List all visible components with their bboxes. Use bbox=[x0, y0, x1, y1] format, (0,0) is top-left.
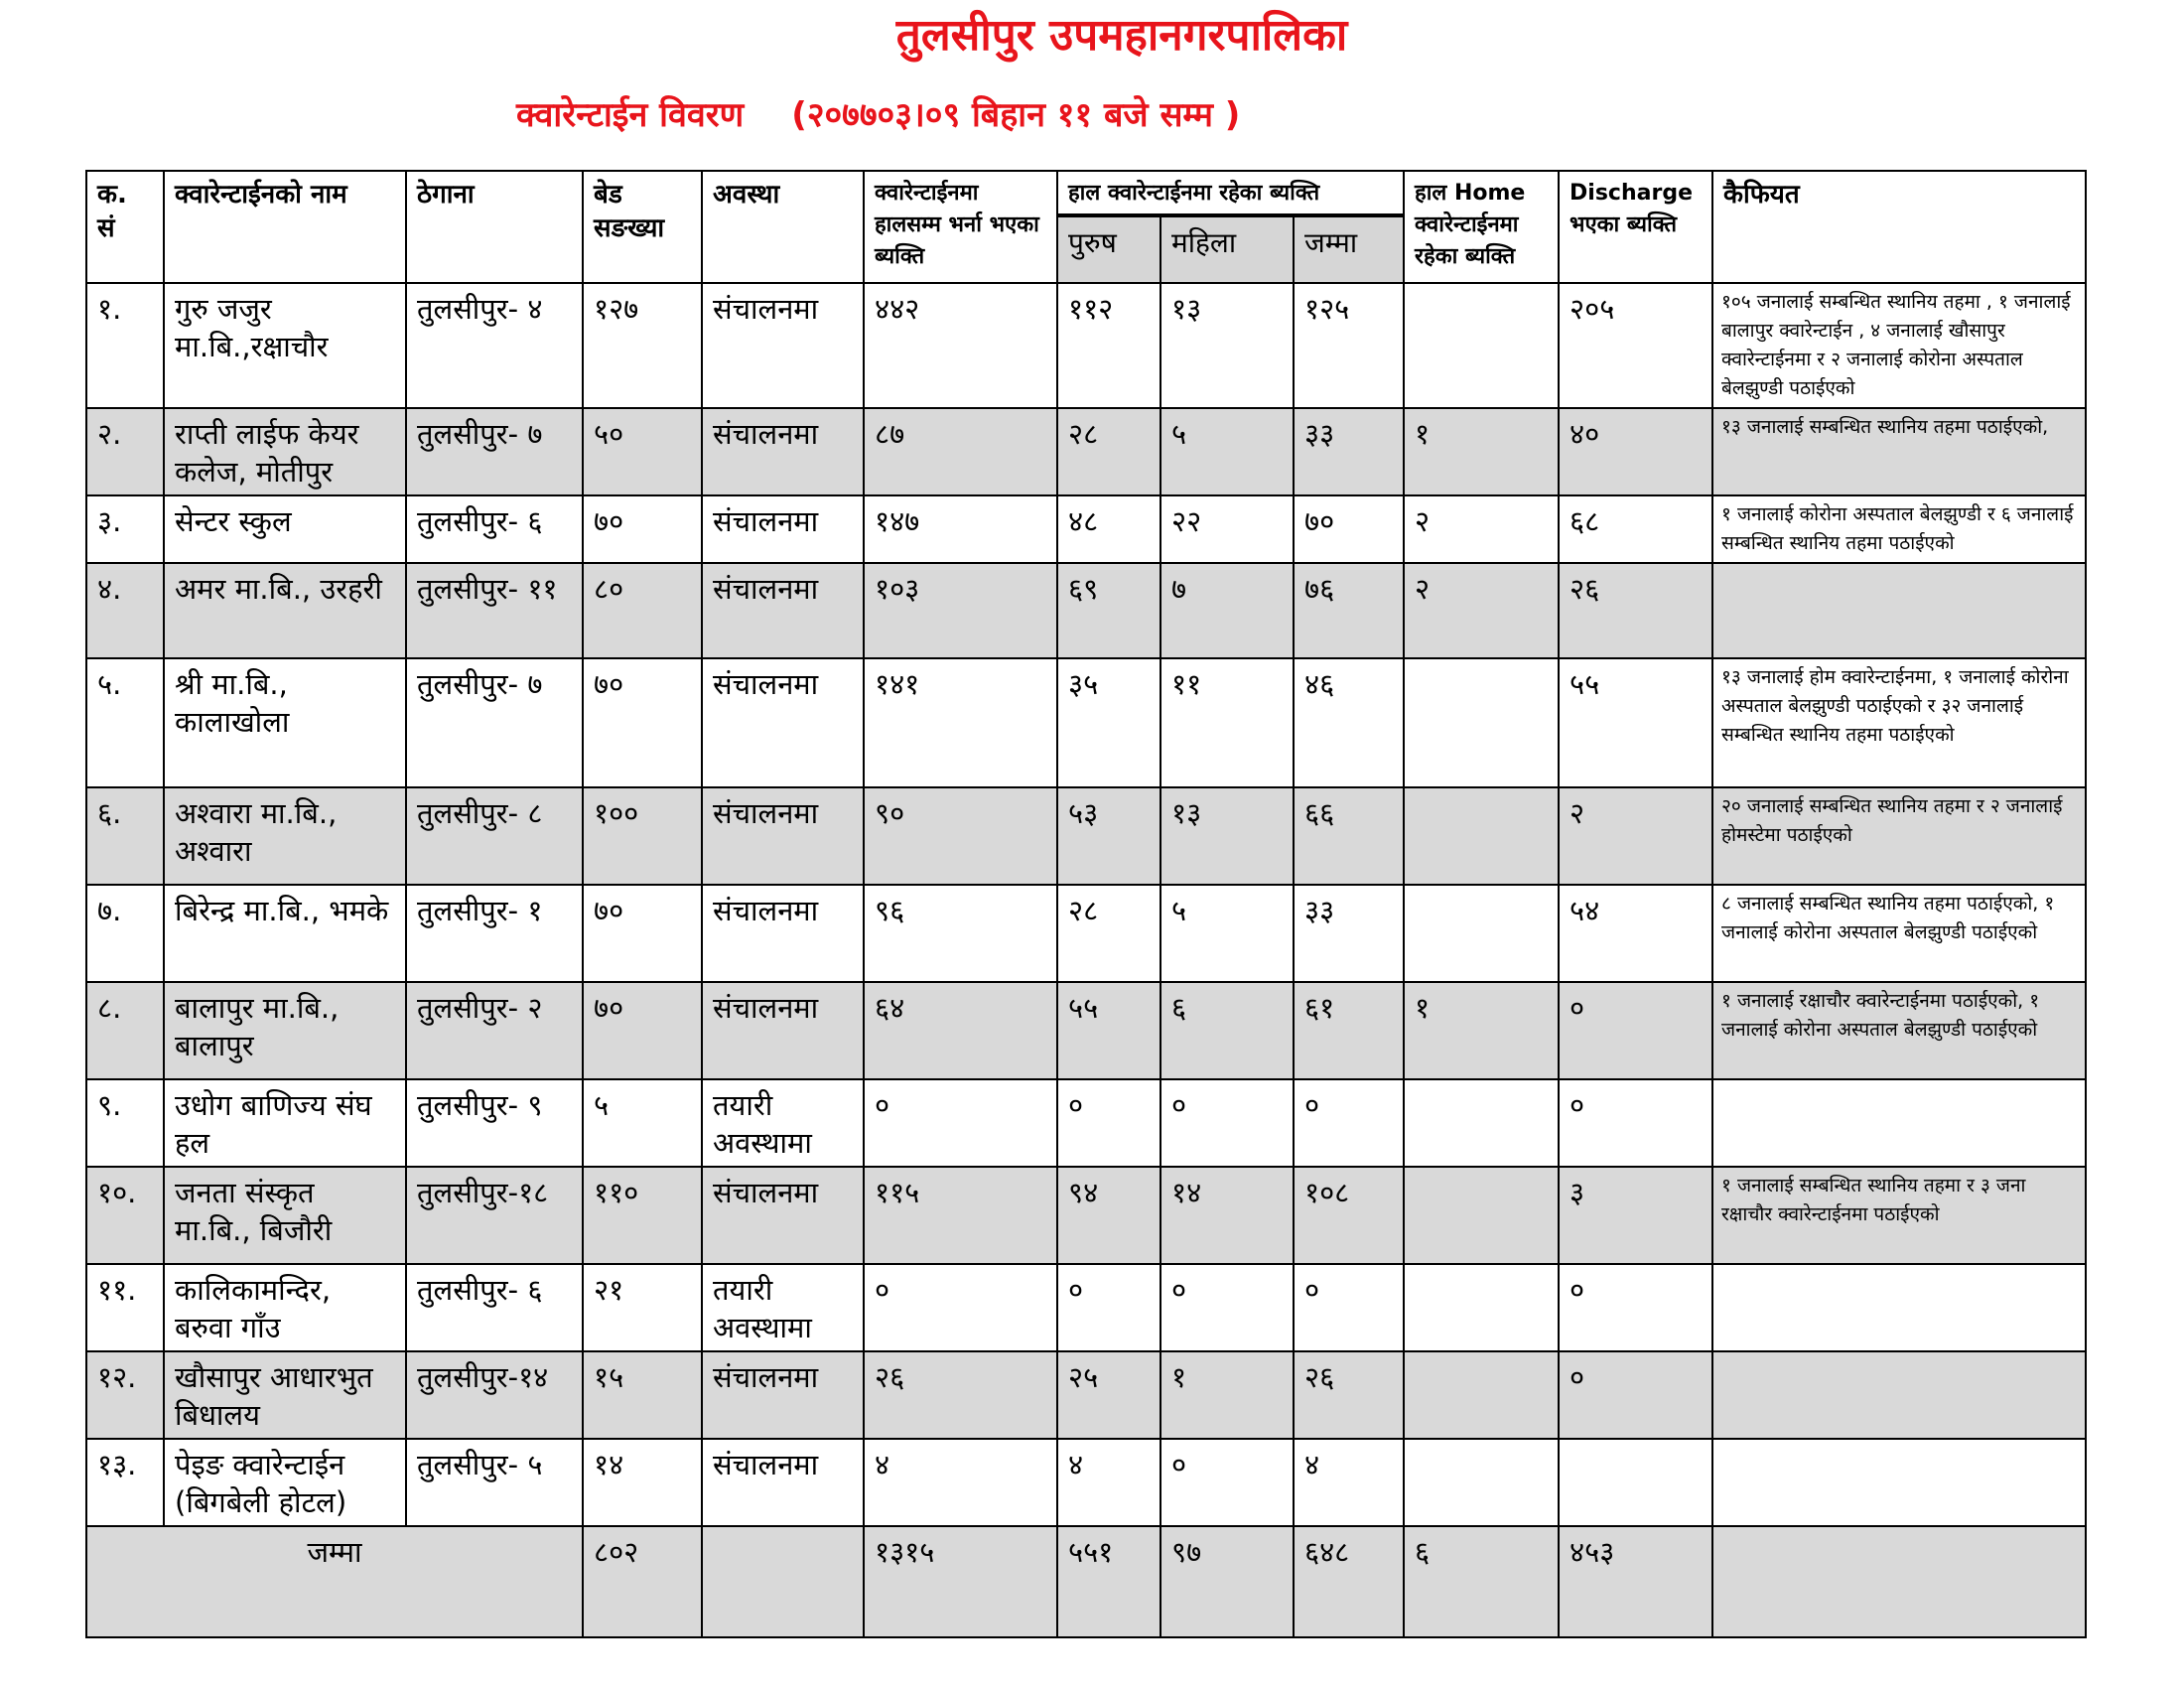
cell-home bbox=[1404, 1079, 1559, 1167]
cell-admitted: ९६ bbox=[864, 885, 1057, 982]
cell-name: अमर मा.बि., उरहरी bbox=[164, 563, 406, 658]
header-remarks: कैफियत bbox=[1712, 171, 2086, 283]
cell-home bbox=[1404, 1264, 1559, 1351]
cell-total: ६१ bbox=[1294, 982, 1404, 1079]
cell-male: ४ bbox=[1057, 1439, 1160, 1526]
subtitle-text: क्वारेन्टाईन विवरण bbox=[516, 95, 745, 135]
cell-admitted: ६४ bbox=[864, 982, 1057, 1079]
cell-admitted: १०३ bbox=[864, 563, 1057, 658]
cell-male: ५५ bbox=[1057, 982, 1160, 1079]
cell-name: अश्वारा मा.बि., अश्वारा bbox=[164, 787, 406, 885]
cell-beds: १४ bbox=[583, 1439, 702, 1526]
cell-name: सेन्टर स्कुल bbox=[164, 495, 406, 563]
cell-status: संचालनमा bbox=[702, 563, 864, 658]
header-male: पुरुष bbox=[1057, 215, 1160, 283]
header-beds: बेड सङख्या bbox=[583, 171, 702, 283]
table-row bbox=[86, 1351, 2086, 1439]
cell-female: ० bbox=[1160, 1439, 1294, 1526]
cell-remarks: १ जनालाई सम्बन्धित स्थानिय तहमा र ३ जना रक्षाचौर क्वारेन्टाईनमा पठाईएको bbox=[1712, 1167, 2086, 1264]
cell-beds: ५ bbox=[583, 1079, 702, 1167]
cell-status: संचालनमा bbox=[702, 408, 864, 495]
cell-beds: १२७ bbox=[583, 283, 702, 408]
cell-total: ० bbox=[1294, 1264, 1404, 1351]
cell-sn: ६. bbox=[86, 787, 164, 885]
cell-male: ११२ bbox=[1057, 283, 1160, 408]
cell-status: संचालनमा bbox=[702, 1351, 864, 1439]
cell-female: १३ bbox=[1160, 787, 1294, 885]
cell-discharge: ६८ bbox=[1559, 495, 1712, 563]
cell-beds: ५० bbox=[583, 408, 702, 495]
cell-female: १३ bbox=[1160, 283, 1294, 408]
header-status: अवस्था bbox=[702, 171, 864, 283]
cell-male: ९४ bbox=[1057, 1167, 1160, 1264]
cell-name: गुरु जजुर मा.बि.,रक्षाचौर bbox=[164, 283, 406, 408]
cell-total: ७६ bbox=[1294, 563, 1404, 658]
cell-total: ० bbox=[1294, 1079, 1404, 1167]
cell-admitted: ९० bbox=[864, 787, 1057, 885]
cell-male: ३५ bbox=[1057, 658, 1160, 787]
cell-admitted: ० bbox=[864, 1264, 1057, 1351]
cell-remarks: १०५ जनालाई सम्बन्धित स्थानिय तहमा , १ जनालाई बालापुर क्वारेन्टाईन , ४ जनालाई खौसापुर क्वारेन्टाईनमा र २ जनालाई कोरोना अस्पताल बेलझुण्डी पठाईएको bbox=[1712, 283, 2086, 408]
cell-sn: २. bbox=[86, 408, 164, 495]
cell-discharge: ० bbox=[1559, 982, 1712, 1079]
totals-discharge: ४५३ bbox=[1559, 1526, 1712, 1637]
cell-male: ४८ bbox=[1057, 495, 1160, 563]
cell-beds: ७० bbox=[583, 495, 702, 563]
page-title: तुलसीपुर उपमहानगरपालिका bbox=[895, 10, 1348, 61]
cell-status: तयारी अवस्थामा bbox=[702, 1079, 864, 1167]
cell-female: ११ bbox=[1160, 658, 1294, 787]
cell-status: संचालनमा bbox=[702, 283, 864, 408]
cell-status: तयारी अवस्थामा bbox=[702, 1264, 864, 1351]
totals-beds: ८०२ bbox=[583, 1526, 702, 1637]
table-row bbox=[86, 1264, 2086, 1351]
cell-beds: ११० bbox=[583, 1167, 702, 1264]
cell-home bbox=[1404, 885, 1559, 982]
table-row bbox=[86, 563, 2086, 658]
cell-female: ० bbox=[1160, 1264, 1294, 1351]
quarantine-table bbox=[85, 170, 2087, 1638]
cell-admitted: २६ bbox=[864, 1351, 1057, 1439]
cell-male: ० bbox=[1057, 1079, 1160, 1167]
cell-discharge: २६ bbox=[1559, 563, 1712, 658]
totals-label bbox=[86, 1526, 583, 1637]
table-row bbox=[86, 1079, 2086, 1167]
cell-sn: १२. bbox=[86, 1351, 164, 1439]
cell-sn: ८. bbox=[86, 982, 164, 1079]
cell-male: ६९ bbox=[1057, 563, 1160, 658]
totals-total: ६४८ bbox=[1294, 1526, 1404, 1637]
cell-discharge: ४० bbox=[1559, 408, 1712, 495]
page-subtitle bbox=[516, 93, 1240, 137]
cell-admitted: १४७ bbox=[864, 495, 1057, 563]
cell-home bbox=[1404, 787, 1559, 885]
table-row bbox=[86, 658, 2086, 787]
cell-status: संचालनमा bbox=[702, 495, 864, 563]
header-current-group: हाल क्वारेन्टाईनमा रहेका ब्यक्ति bbox=[1057, 171, 1404, 215]
cell-beds: ८० bbox=[583, 563, 702, 658]
cell-beds: १०० bbox=[583, 787, 702, 885]
cell-home: २ bbox=[1404, 495, 1559, 563]
header-female: महिला bbox=[1160, 215, 1294, 283]
cell-status: संचालनमा bbox=[702, 787, 864, 885]
cell-beds: १५ bbox=[583, 1351, 702, 1439]
cell-female: ६ bbox=[1160, 982, 1294, 1079]
cell-discharge: ० bbox=[1559, 1351, 1712, 1439]
cell-remarks: १३ जनालाई सम्बन्धित स्थानिय तहमा पठाईएको, bbox=[1712, 408, 2086, 495]
cell-total: ७० bbox=[1294, 495, 1404, 563]
cell-status: संचालनमा bbox=[702, 658, 864, 787]
cell-sn: १३. bbox=[86, 1439, 164, 1526]
cell-total: ४ bbox=[1294, 1439, 1404, 1526]
cell-discharge: ५५ bbox=[1559, 658, 1712, 787]
cell-discharge bbox=[1559, 1439, 1712, 1526]
cell-status: संचालनमा bbox=[702, 982, 864, 1079]
table-row bbox=[86, 982, 2086, 1079]
cell-remarks: १ जनालाई कोरोना अस्पताल बेलझुण्डी र ६ जनालाई सम्बन्धित स्थानिय तहमा पठाईएको bbox=[1712, 495, 2086, 563]
header-discharge: Discharge भएका ब्यक्ति bbox=[1559, 171, 1712, 283]
table-row bbox=[86, 1167, 2086, 1264]
table-row bbox=[86, 885, 2086, 982]
cell-beds: ७० bbox=[583, 982, 702, 1079]
header-total: जम्मा bbox=[1294, 215, 1404, 283]
cell-name: उधोग बाणिज्य संघ हल bbox=[164, 1079, 406, 1167]
header-name: क्वारेन्टाईनको नाम bbox=[164, 171, 406, 283]
header-admitted: क्वारेन्टाईनमा हालसम्म भर्ना भएका ब्यक्ति bbox=[864, 171, 1057, 283]
cell-address: तुलसीपुर- ६ bbox=[406, 495, 583, 563]
header-address: ठेगाना bbox=[406, 171, 583, 283]
cell-total: ४६ bbox=[1294, 658, 1404, 787]
cell-remarks bbox=[1712, 1264, 2086, 1351]
cell-status: संचालनमा bbox=[702, 885, 864, 982]
cell-address: तुलसीपुर- २ bbox=[406, 982, 583, 1079]
cell-admitted: ११५ bbox=[864, 1167, 1057, 1264]
cell-admitted: ४ bbox=[864, 1439, 1057, 1526]
cell-total: ६६ bbox=[1294, 787, 1404, 885]
cell-sn: ११. bbox=[86, 1264, 164, 1351]
cell-male: ५३ bbox=[1057, 787, 1160, 885]
totals-row bbox=[86, 1526, 2086, 1637]
cell-discharge: २०५ bbox=[1559, 283, 1712, 408]
cell-female: ७ bbox=[1160, 563, 1294, 658]
table-row bbox=[86, 408, 2086, 495]
cell-status: संचालनमा bbox=[702, 1167, 864, 1264]
cell-home bbox=[1404, 1167, 1559, 1264]
cell-name: कालिकामन्दिर, बरुवा गाँउ bbox=[164, 1264, 406, 1351]
cell-remarks: ८ जनालाई सम्बन्धित स्थानिय तहमा पठाईएको, १ जनालाई कोरोना अस्पताल बेलझुण्डी पठाईएको bbox=[1712, 885, 2086, 982]
cell-home: २ bbox=[1404, 563, 1559, 658]
cell-home bbox=[1404, 1439, 1559, 1526]
cell-discharge: २ bbox=[1559, 787, 1712, 885]
cell-total: २६ bbox=[1294, 1351, 1404, 1439]
cell-address: तुलसीपुर- १ bbox=[406, 885, 583, 982]
cell-address: तुलसीपुर- ५ bbox=[406, 1439, 583, 1526]
table-row bbox=[86, 1439, 2086, 1526]
cell-home bbox=[1404, 1351, 1559, 1439]
cell-total: १२५ bbox=[1294, 283, 1404, 408]
cell-sn: १. bbox=[86, 283, 164, 408]
totals-male: ५५१ bbox=[1057, 1526, 1160, 1637]
totals-remarks bbox=[1712, 1526, 2086, 1637]
cell-address: तुलसीपुर- ८ bbox=[406, 787, 583, 885]
cell-female: ० bbox=[1160, 1079, 1294, 1167]
cell-female: १४ bbox=[1160, 1167, 1294, 1264]
cell-name: श्री मा.बि., कालाखोला bbox=[164, 658, 406, 787]
totals-label-text: जम्मा bbox=[307, 1535, 362, 1569]
cell-remarks bbox=[1712, 563, 2086, 658]
cell-total: ३३ bbox=[1294, 408, 1404, 495]
cell-discharge: ० bbox=[1559, 1079, 1712, 1167]
cell-remarks: १३ जनालाई होम क्वारेन्टाईनमा, १ जनालाई कोरोना अस्पताल बेलझुण्डी पठाईएको र ३२ जनालाई सम्बन्धित स्थानिय तहमा पठाईएको bbox=[1712, 658, 2086, 787]
cell-remarks bbox=[1712, 1351, 2086, 1439]
cell-name: राप्ती लाईफ केयर कलेज, मोतीपुर bbox=[164, 408, 406, 495]
cell-address: तुलसीपुर- ६ bbox=[406, 1264, 583, 1351]
cell-name: बिरेन्द्र मा.बि., भमके bbox=[164, 885, 406, 982]
cell-address: तुलसीपुर-१८ bbox=[406, 1167, 583, 1264]
cell-home: १ bbox=[1404, 982, 1559, 1079]
cell-remarks bbox=[1712, 1439, 2086, 1526]
cell-total: १०८ bbox=[1294, 1167, 1404, 1264]
table-row bbox=[86, 283, 2086, 408]
cell-address: तुलसीपुर- ४ bbox=[406, 283, 583, 408]
cell-address: तुलसीपुर- ९ bbox=[406, 1079, 583, 1167]
subtitle-date: (२०७७०३।०९ बिहान ११ बजे सम्म ) bbox=[791, 95, 1241, 135]
cell-home bbox=[1404, 283, 1559, 408]
cell-beds: ७० bbox=[583, 885, 702, 982]
cell-sn: ७. bbox=[86, 885, 164, 982]
cell-name: जनता संस्कृत मा.बि., बिजौरी bbox=[164, 1167, 406, 1264]
cell-home bbox=[1404, 658, 1559, 787]
table-row bbox=[86, 495, 2086, 563]
cell-male: २८ bbox=[1057, 408, 1160, 495]
cell-discharge: ३ bbox=[1559, 1167, 1712, 1264]
cell-address: तुलसीपुर- ७ bbox=[406, 658, 583, 787]
cell-sn: ४. bbox=[86, 563, 164, 658]
cell-remarks: १ जनालाई रक्षाचौर क्वारेन्टाईनमा पठाईएको, १ जनालाई कोरोना अस्पताल बेलझुण्डी पठाईएको bbox=[1712, 982, 2086, 1079]
cell-status: संचालनमा bbox=[702, 1439, 864, 1526]
cell-admitted: ४४२ bbox=[864, 283, 1057, 408]
totals-home: ६ bbox=[1404, 1526, 1559, 1637]
cell-discharge: ५४ bbox=[1559, 885, 1712, 982]
cell-male: २८ bbox=[1057, 885, 1160, 982]
cell-sn: ३. bbox=[86, 495, 164, 563]
cell-total: ३३ bbox=[1294, 885, 1404, 982]
table-row bbox=[86, 787, 2086, 885]
cell-address: तुलसीपुर- ११ bbox=[406, 563, 583, 658]
cell-beds: २१ bbox=[583, 1264, 702, 1351]
header-home: हाल Home क्वारेन्टाईनमा रहेका ब्यक्ति bbox=[1404, 171, 1559, 283]
cell-male: ० bbox=[1057, 1264, 1160, 1351]
cell-beds: ७० bbox=[583, 658, 702, 787]
cell-female: ५ bbox=[1160, 885, 1294, 982]
cell-name: खौसापुर आधारभुत बिधालय bbox=[164, 1351, 406, 1439]
cell-male: २५ bbox=[1057, 1351, 1160, 1439]
cell-remarks: २० जनालाई सम्बन्धित स्थानिय तहमा र २ जनालाई होमस्टेमा पठाईएको bbox=[1712, 787, 2086, 885]
cell-admitted: १४१ bbox=[864, 658, 1057, 787]
cell-sn: ९. bbox=[86, 1079, 164, 1167]
cell-admitted: ० bbox=[864, 1079, 1057, 1167]
totals-female: ९७ bbox=[1160, 1526, 1294, 1637]
cell-remarks bbox=[1712, 1079, 2086, 1167]
header-sn: क. सं bbox=[86, 171, 164, 283]
cell-address: तुलसीपुर-१४ bbox=[406, 1351, 583, 1439]
totals-status bbox=[702, 1526, 864, 1637]
cell-admitted: ८७ bbox=[864, 408, 1057, 495]
cell-female: १ bbox=[1160, 1351, 1294, 1439]
totals-admitted: १३१५ bbox=[864, 1526, 1057, 1637]
cell-female: २२ bbox=[1160, 495, 1294, 563]
cell-address: तुलसीपुर- ७ bbox=[406, 408, 583, 495]
cell-name: बालापुर मा.बि., बालापुर bbox=[164, 982, 406, 1079]
cell-sn: १०. bbox=[86, 1167, 164, 1264]
cell-home: १ bbox=[1404, 408, 1559, 495]
cell-female: ५ bbox=[1160, 408, 1294, 495]
cell-discharge: ० bbox=[1559, 1264, 1712, 1351]
cell-name: पेइङ क्वारेन्टाईन (बिगबेली होटल) bbox=[164, 1439, 406, 1526]
cell-sn: ५. bbox=[86, 658, 164, 787]
